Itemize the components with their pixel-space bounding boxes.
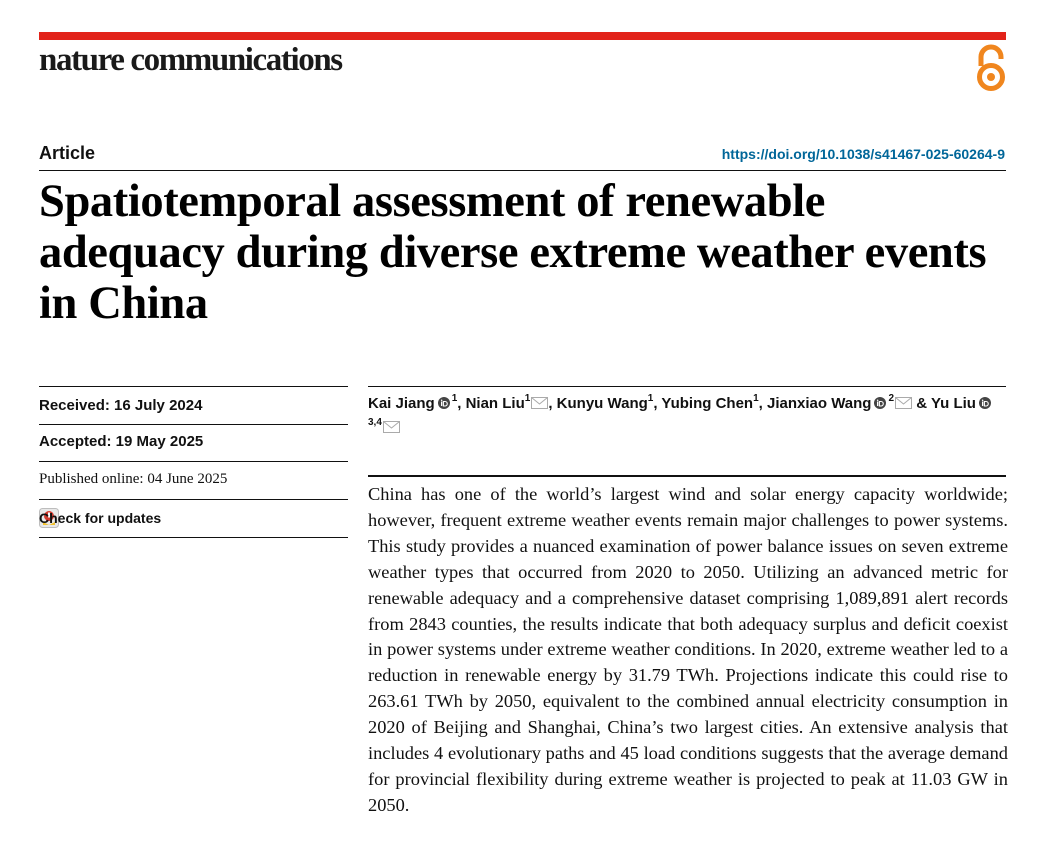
email-icon[interactable]: [531, 397, 548, 409]
header-divider: [39, 170, 1006, 171]
journal-name[interactable]: nature communications: [39, 42, 342, 78]
check-for-updates-button[interactable]: [39, 499, 348, 537]
article-dates-panel: [39, 386, 348, 538]
author[interactable]: Nian Liu$^1$: [466, 395, 549, 412]
published-date: Published online: 04 June 2025: [39, 471, 228, 487]
accepted-date: Accepted: 19 May 2025: [39, 433, 204, 450]
orcid-icon[interactable]: [979, 397, 991, 409]
author[interactable]: Kai Jiang $^1$: [368, 393, 458, 412]
email-icon[interactable]: [895, 397, 912, 409]
email-icon[interactable]: [383, 421, 400, 433]
open-access-icon: [975, 44, 1007, 92]
author-list: Kai Jiang $^1$, Nian Liu$^1$ , Kunyu Wang$^1$, Yubing Chen$^1$, Jianxiao Wang $^2$ & Yu Liu$^{3,4}$: [368, 392, 1006, 440]
abstract-text: China has one of the world’s largest wind and solar energy capacity worldwide; however, frequent extreme weather events remain major challenges to power systems. This study provides a nuanced examination of power balance issues on seven extreme weather types that occurred from 2020 to 2050. Utilizing an advanced metric for renewable adequacy and a comprehensive dataset comprising 1,089,891 alert records from 2843 counties, the results indicate that both adequacy surplus and deficit coexist in power systems under extreme weather conditions. In 2020, extreme weather led to a reduction in renewable energy by 31.79 TWh. Projections indicate this could rise to 263.61 TWh by 2050, equivalent to the combined annual electricity consumption in 2020 of Beijing and Shanghai, China’s two largest cities. An extensive analysis that includes 4 evolutionary paths and 45 load conditions suggests that the average demand for provincial flexibility during extreme weather is projected to peak at 11.03 GW in 2050.: [368, 484, 1008, 815]
authors-divider: [368, 386, 1006, 387]
article-title: Spatiotemporal assessment of renewable adequacy during diverse extreme weather events in China: [39, 176, 987, 329]
orcid-icon[interactable]: [874, 397, 886, 409]
author[interactable]: Yubing Chen$^1$: [661, 393, 759, 412]
author[interactable]: Kunyu Wang$^1$: [556, 393, 654, 412]
orcid-icon[interactable]: [438, 397, 450, 409]
author[interactable]: Yu Liu$^{3,4}$: [368, 395, 993, 436]
journal-accent-bar: [39, 32, 1006, 40]
abstract-divider: [368, 475, 1006, 477]
check-for-updates-label: Check for updates: [39, 510, 162, 526]
article-type: Article: [39, 143, 96, 163]
author[interactable]: Jianxiao Wang $^2$: [767, 395, 912, 412]
doi-link[interactable]: https://doi.org/10.1038/s41467-025-60264-9: [721, 146, 1005, 162]
received-date: Received: 16 July 2024: [39, 397, 203, 414]
